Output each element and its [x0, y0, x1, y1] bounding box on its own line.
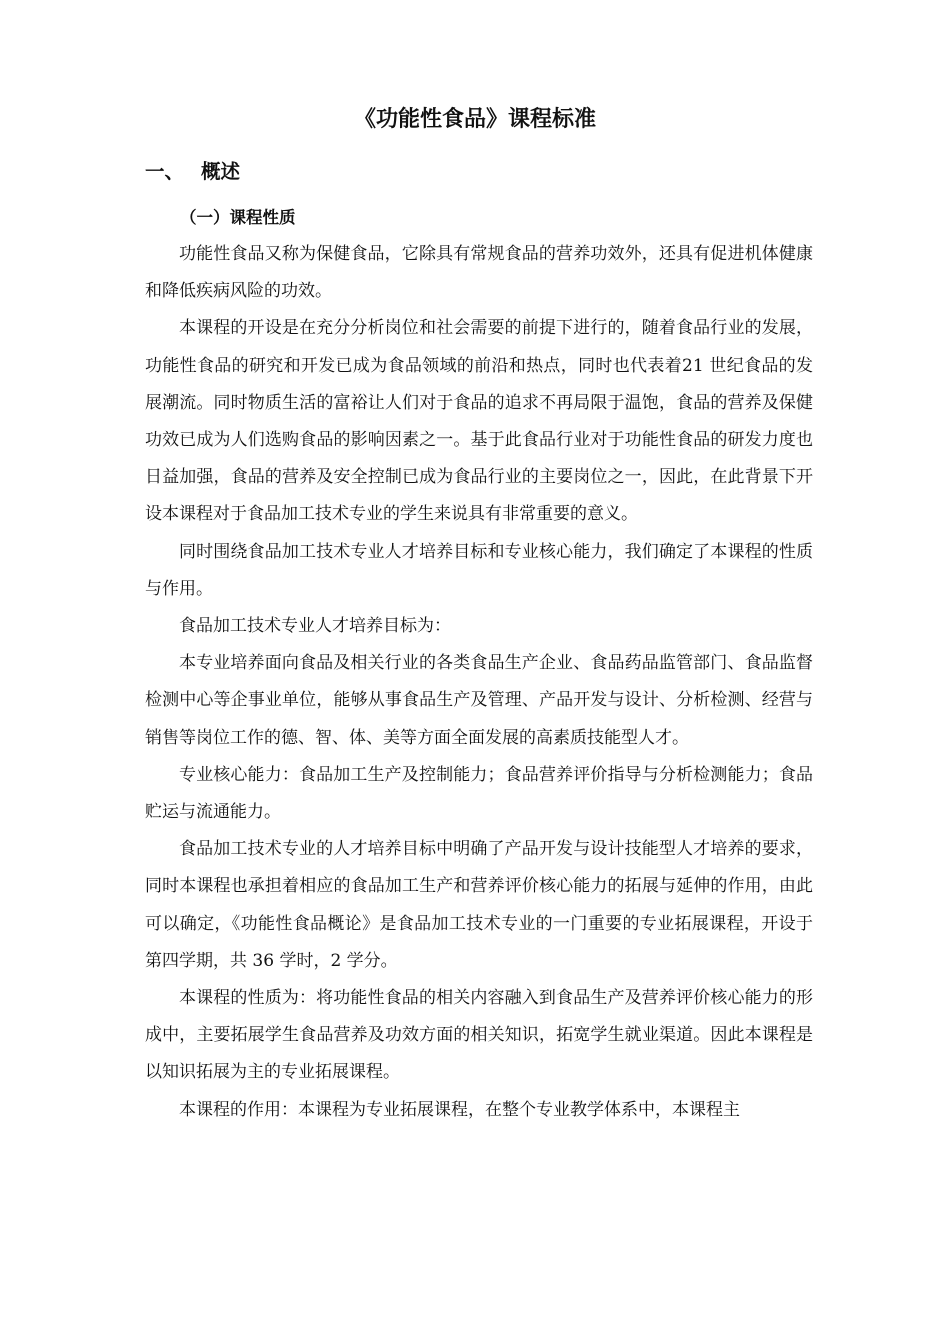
paragraph-course-role: 本课程的作用：本课程为专业拓展课程，在整个专业教学体系中，本课程主 [179, 1099, 740, 1120]
paragraph-course-position: 食品加工技术专业的人才培养目标中明确了产品开发与设计技能型人才培养的要求，同时本课程也承担着相应的食品加工生产和营养评价核心能力的拓展与延伸的作用，由此可以确定，《功能性食品概论》是食品加工技术专业的一门重要的专业拓展课程，开设于第四学期，共 36 学时，2 学分。 [145, 839, 813, 971]
document-title: 《功能性食品》课程标准 [353, 107, 596, 132]
paragraph-definition: 功能性食品又称为保健食品，它除具有常规食品的营养功效外，还具有促进机体健康和降低疾病风险的功效。 [145, 244, 813, 302]
document-body [145, 236, 813, 1129]
section-heading [145, 155, 240, 189]
paragraph-goal-label: 食品加工技术专业人才培养目标为： [179, 616, 451, 637]
paragraph-goal: 本专业培养面向食品及相关行业的各类食品生产企业、食品药品监管部门、食品监督检测中心等企事业单位，能够从事食品生产及管理、产品开发与设计、分析检测、经营与销售等岗位工作的德、智、体、美等方面全面发展的高素质技能型人才。 [145, 653, 813, 748]
paragraph-background: 本课程的开设是在充分分析岗位和社会需要的前提下进行的，随着食品行业的发展，功能性食品的研究和开发已成为食品领域的前沿和热点，同时也代表着21 世纪食品的发展潮流。同时物质生活的富裕让人们对于食品的追求不再局限于温饱，食品的营养及保健功效已成为人们选购食品的影响因素之一。基于此食品行业对于功能性食品的研发力度也日益加强，食品的营养及安全控制已成为食品行业的主要岗位之一，因此，在此背景下开设本课程对于食品加工技术专业的学生来说具有非常重要的意义。 [145, 318, 813, 525]
subsection-heading: （一）课程性质 [180, 208, 296, 227]
section-number: 一、 [145, 160, 185, 183]
paragraph-nature-intro: 同时围绕食品加工技术专业人才培养目标和专业核心能力，我们确定了本课程的性质与作用。 [145, 541, 813, 599]
paragraph-core-ability: 专业核心能力：食品加工生产及控制能力；食品营养评价指导与分析检测能力；食品贮运与流通能力。 [145, 764, 813, 823]
paragraph-course-nature: 本课程的性质为：将功能性食品的相关内容融入到食品生产及营养评价核心能力的形成中，主要拓展学生食品营养及功效方面的相关知识，拓宽学生就业渠道。因此本课程是以知识拓展为主的专业拓展课程。 [145, 988, 813, 1083]
section-title: 概述 [201, 160, 241, 183]
